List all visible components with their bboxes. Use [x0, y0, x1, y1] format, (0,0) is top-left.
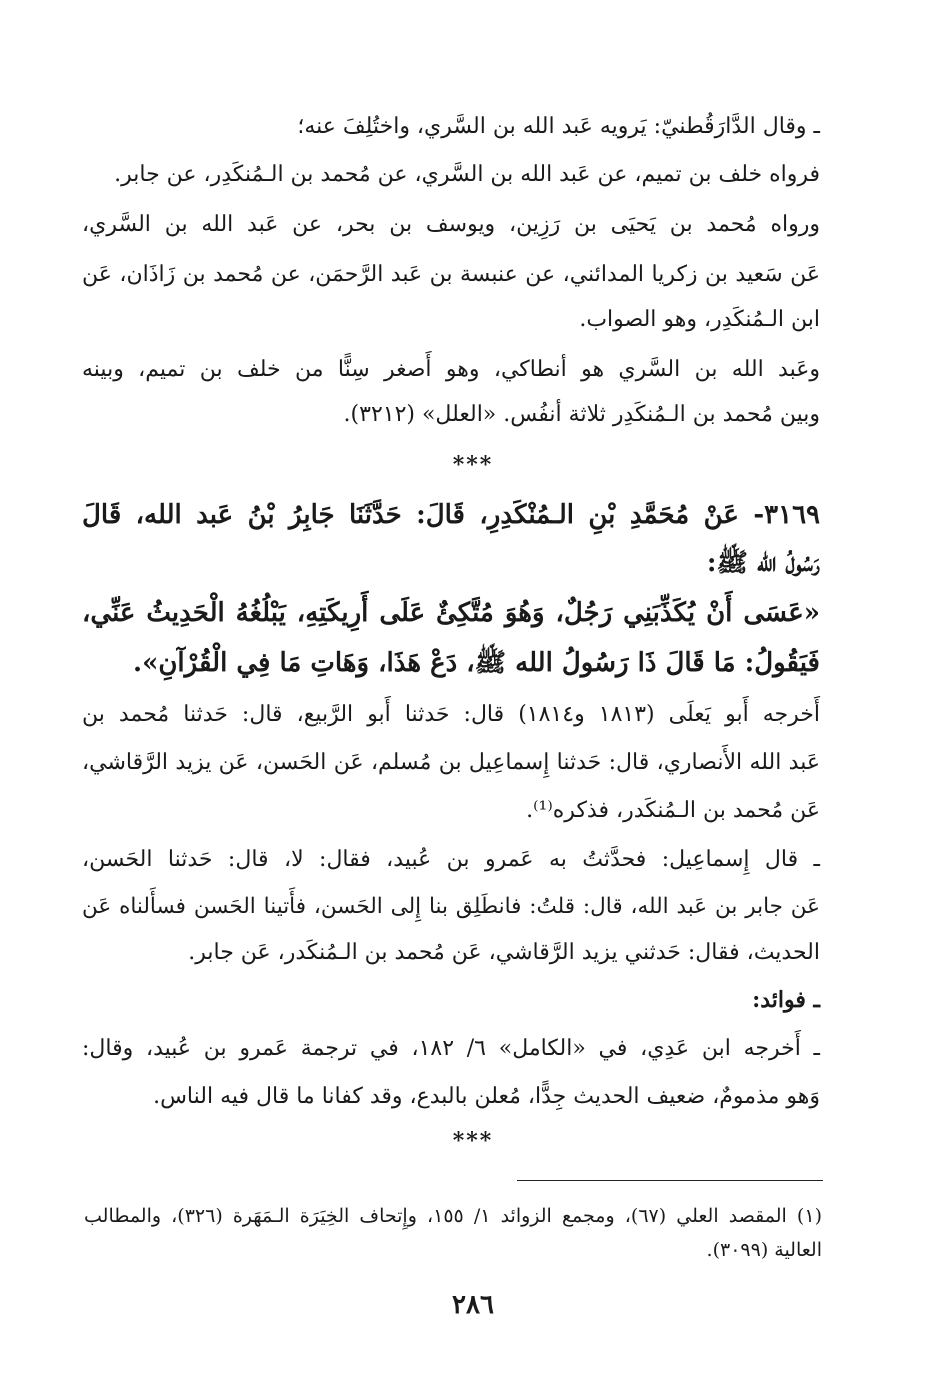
footnote-line: (١) المقصد العلي (٦٧)، ومجمع الزوائد ١/ ١٥٥، وإِتحاف الخِيَرَة الـمَهَرة (٣٢٦)، والمطالب — [84, 1205, 822, 1227]
section-separator: *** — [452, 452, 494, 478]
page-number: ٢٨٦ — [452, 1290, 494, 1320]
footnote-line: العالية (٣٠٩٩). — [706, 1239, 822, 1261]
text-line: فرواه خلف بن تميم، عن عَبد الله بن السَّري، عن مُحمد بن الـمُنكَدِر، عن جابر. — [114, 162, 820, 187]
text-line: وبين مُحمد بن الـمُنكَدِر ثلاثة أنفُس. «العلل» (٣٢١٢). — [343, 402, 820, 427]
text-line: وَهو مذمومٌ، ضعيف الحديث جِدًّا، مُعلن بالبدع، وقد كفانا ما قال فيه الناس. — [153, 1084, 820, 1109]
text-line: الحديث، فقال: حَدثني يزيد الرَّقاشي، عَن مُحمد بن الـمُنكَدر، عَن جابر. — [188, 940, 820, 965]
takhrij-line: عَبد الله الأَنصاري، قال: حَدثنا إِسماعِيل بن مُسلم، عَن الحَسن، عَن يزيد الرَّقاشي، — [82, 750, 820, 775]
text-line: ـ وقال الدَّارَقُطنيّ: يَرويه عَبد الله بن السَّري، واختُلِفَ عنه؛ — [297, 114, 820, 139]
hadith-line: «عَسَى أَنْ يُكَذِّبَنِي رَجُلٌ، وَهُوَ مُتَّكِئٌ عَلَى أَرِيكَتِهِ، يَبْلُغُهُ الْحَدِيثُ عَنِّي، — [82, 598, 820, 628]
hadith-line: ٣١٦٩- عَنْ مُحَمَّدِ بْنِ الـمُنْكَدِرِ، قَالَ: حَدَّثَنَا جَابِرُ بْنُ عَبد الله، قَالَ — [82, 500, 820, 530]
text-line: ـ أَخرجه ابن عَدِي، في «الكامل» ٦/ ١٨٢، في ترجمة عَمرو بن عُبيد، وقال: — [82, 1036, 821, 1061]
text-line: عَن جابر بن عَبد الله، قال: قلتُ: فانطَلِق بنا إِلى الحَسن، فأَتينا الحَسن فسأَلناه عَن — [82, 894, 820, 919]
text-line: وعَبد الله بن السَّري هو أنطاكي، وهو أَصغر سِنًّا من خلف بن تميم، وبينه — [82, 357, 820, 382]
section-heading: ـ فوائد: — [752, 987, 820, 1013]
text-line: ورواه مُحمد بن يَحيَى بن رَزِين، ويوسف بن بحر، عن عَبد الله بن السَّري، — [82, 212, 820, 237]
text-line: ـ قال إِسماعِيل: فحدَّثتُ به عَمرو بن عُبيد، فقال: لا، قال: حَدثنا الحَسن، — [82, 847, 820, 872]
hadith-line: فَيَقُولُ: مَا قَالَ ذَا رَسُولُ الله ﷺ، دَعْ هَذَا، وَهَاتِ مَا فِي الْقُرْآنِ». — [133, 648, 820, 678]
section-separator: *** — [452, 1128, 494, 1154]
footnote-divider — [517, 1180, 823, 1181]
takhrij-line: عَن مُحمد بن الـمُنكَدر، فذكره⁽¹⁾. — [526, 798, 820, 823]
hadith-line: رَسُولُ الله ﷺ: — [706, 548, 820, 578]
text-line: عَن سَعيد بن زكريا المدائني، عن عنبسة بن عَبد الرَّحمَن، عن مُحمد بن زَاذَان، عَن — [82, 262, 820, 287]
takhrij-line: أَخرجه أَبو يَعلَى (١٨١٣ و١٨١٤) قال: حَدثنا أَبو الرَّبيع، قال: حَدثنا مُحمد بن — [82, 702, 820, 727]
text-line: ابن الـمُنكَدِر، وهو الصواب. — [579, 307, 820, 332]
